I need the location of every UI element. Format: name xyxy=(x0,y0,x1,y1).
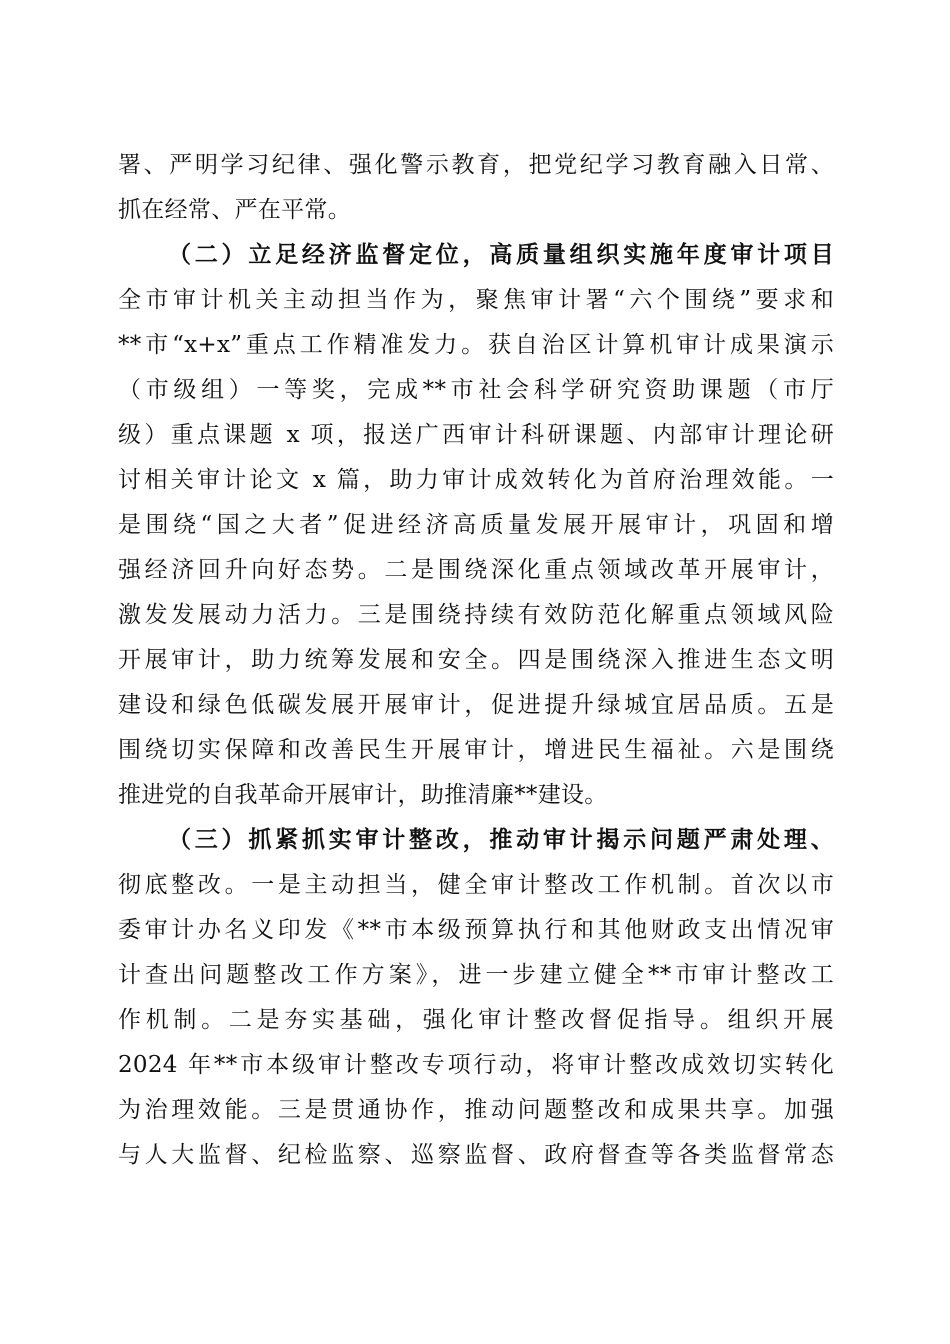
text-line: 作机制。二是夯实基础，强化审计整改督促指导。组织开展 xyxy=(118,1007,834,1033)
section-heading: （二）立足经济监督定位，高质量组织实施年度审计项目 xyxy=(168,241,834,268)
text-line: 计查出问题整改工作方案》，进一步建立健全**市审计整改工 xyxy=(118,962,834,988)
text-line: 激发发展动力活力。三是围绕持续有效防范化解重点领域风险 xyxy=(118,602,834,628)
text-line: 全市审计机关主动担当作为，聚焦审计署“六个围绕”要求和 xyxy=(118,287,834,313)
section-heading: （三）抓紧抓实审计整改，推动审计揭示问题严肃处理、 xyxy=(168,826,834,853)
text-line: 强经济回升向好态势。二是围绕深化重点领域改革开展审计， xyxy=(118,557,834,583)
text-line: 是围绕“国之大者”促进经济高质量发展开展审计，巩固和增 xyxy=(118,512,834,538)
text-line: 围绕切实保障和改善民生开展审计，增进民生福祉。六是围绕 xyxy=(118,737,834,763)
text-line: （市级组）一等奖，完成**市社会科学研究资助课题（市厅 xyxy=(118,377,834,403)
text-line: 抓在经常、严在平常。 xyxy=(118,197,351,223)
text-line: 署、严明学习纪律、强化警示教育，把党纪学习教育融入日常、 xyxy=(118,152,834,178)
text-line: 推进党的自我革命开展审计，助推清廉**建设。 xyxy=(118,782,608,808)
text-line: 开展审计，助力统筹发展和安全。四是围绕深入推进生态文明 xyxy=(118,647,834,673)
text-line: 建设和绿色低碳发展开展审计，促进提升绿城宜居品质。五是 xyxy=(118,692,834,718)
text-line: 讨相关审计论文 x 篇，助力审计成效转化为首府治理效能。一 xyxy=(118,467,834,493)
text-line: 为治理效能。三是贯通协作，推动问题整改和成果共享。加强 xyxy=(118,1097,834,1123)
text-line: 与人大监督、纪检监察、巡察监督、政府督查等各类监督常态 xyxy=(118,1142,834,1168)
text-line: 2024 年**市本级审计整改专项行动，将审计整改成效切实转化 xyxy=(118,1052,834,1078)
text-line: 委审计办名义印发《**市本级预算执行和其他财政支出情况审 xyxy=(118,917,834,943)
text-line: **市“x+x”重点工作精准发力。获自治区计算机审计成果演示 xyxy=(118,332,834,358)
text-line: 级）重点课题 x 项，报送广西审计科研课题、内部审计理论研 xyxy=(118,422,834,448)
text-line: 彻底整改。一是主动担当，健全审计整改工作机制。首次以市 xyxy=(118,872,834,898)
